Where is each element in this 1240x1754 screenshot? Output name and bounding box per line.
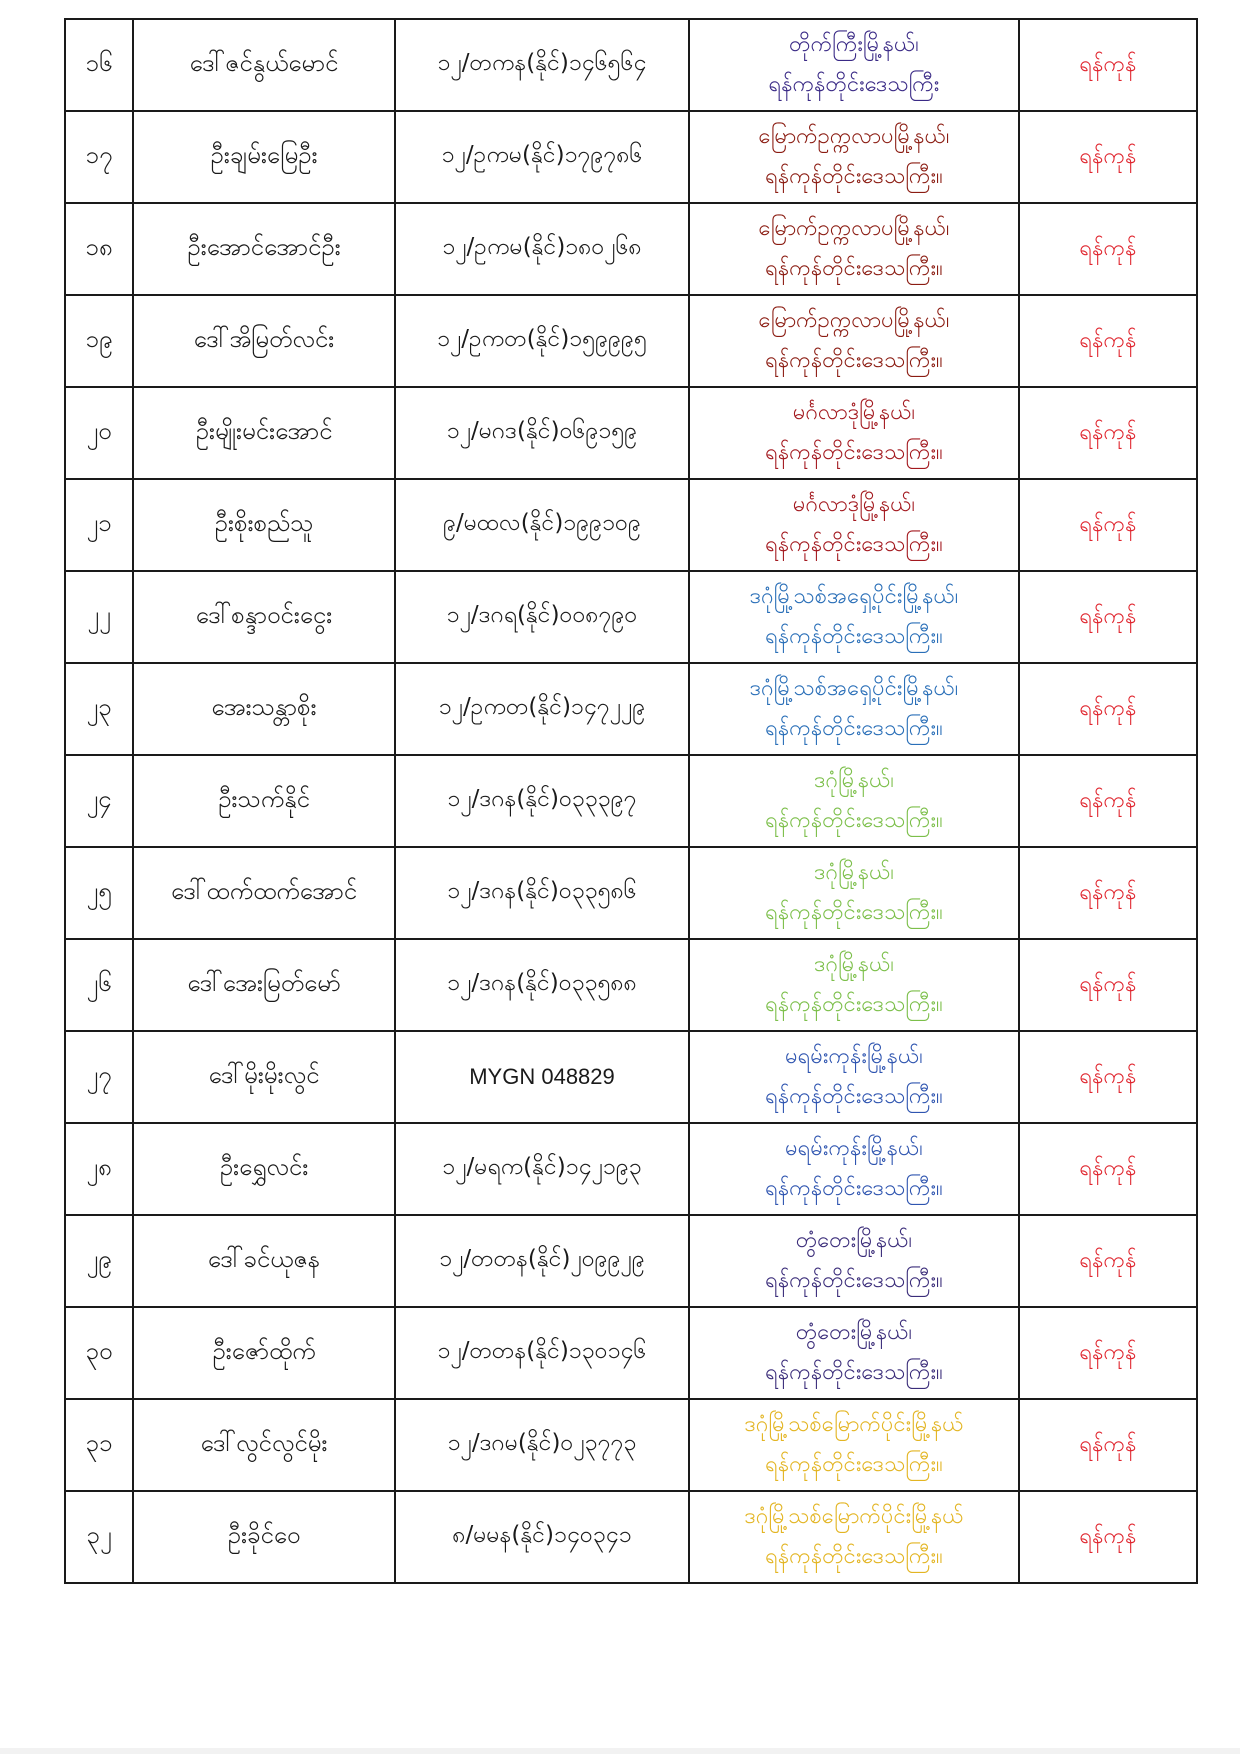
township-line: ဒဂုံမြို့သစ်မြောက်ပိုင်းမြို့နယ် [744, 1504, 964, 1529]
row-number: ၁၇ [65, 111, 133, 203]
person-name: ဦးဇော်ထိုက် [133, 1307, 395, 1399]
id-number: ၁၂/ဥကမ(နိုင်)၁၇၉၇၈၆ [395, 111, 689, 203]
table-row [65, 1399, 1197, 1491]
person-name: အေးသန္တာစိုး [133, 663, 395, 755]
table-row [65, 479, 1197, 571]
township-line: ဒဂုံမြို့နယ်၊ [814, 952, 894, 977]
table-row [65, 571, 1197, 663]
township-line: မြောက်ဥက္ကလာပမြို့နယ်၊ [758, 216, 950, 241]
region-label: ရန်ကုန် [1019, 755, 1197, 847]
table-row [65, 295, 1197, 387]
id-number: ၁၂/မရက(နိုင်)၁၄၂၁၉၃ [395, 1123, 689, 1215]
person-name: ဒေါ်ထက်ထက်အောင် [133, 847, 395, 939]
address-cell [689, 939, 1019, 1031]
row-number: ၃၁ [65, 1399, 133, 1491]
table-row [65, 19, 1197, 111]
row-number: ၁၆ [65, 19, 133, 111]
table-row [65, 663, 1197, 755]
id-number: ၁၂/ဒဂရ(နိုင်)၀၀၈၇၉၀ [395, 571, 689, 663]
township-line: မြောက်ဥက္ကလာပမြို့နယ်၊ [758, 308, 950, 333]
division-line: ရန်ကုန်တိုင်းဒေသကြီး။ [765, 348, 943, 373]
region-label: ရန်ကုန် [1019, 387, 1197, 479]
row-number: ၂၃ [65, 663, 133, 755]
row-number: ၁၈ [65, 203, 133, 295]
township-line: မြောက်ဥက္ကလာပမြို့နယ်၊ [758, 124, 950, 149]
person-name: ဦးခိုင်ဝေ [133, 1491, 395, 1583]
address-cell [689, 111, 1019, 203]
table-row [65, 1215, 1197, 1307]
row-number: ၂၈ [65, 1123, 133, 1215]
scan-edge [0, 1748, 1240, 1754]
table-row [65, 1307, 1197, 1399]
township-line: ဒဂုံမြို့သစ်အရှေ့ပိုင်းမြို့နယ်၊ [749, 676, 959, 701]
region-label: ရန်ကုန် [1019, 663, 1197, 755]
address-cell [689, 1491, 1019, 1583]
region-label: ရန်ကုန် [1019, 203, 1197, 295]
person-name: ဦးအောင်အောင်ဦး [133, 203, 395, 295]
address-cell [689, 19, 1019, 111]
id-number: ၁၂/ဥကမ(နိုင်)၁၈၀၂၆၈ [395, 203, 689, 295]
township-line: ဒဂုံမြို့သစ်မြောက်ပိုင်းမြို့နယ် [744, 1412, 964, 1437]
division-line: ရန်ကုန်တိုင်းဒေသကြီး။ [765, 1176, 943, 1201]
division-line: ရန်ကုန်တိုင်းဒေသကြီး။ [765, 256, 943, 281]
table-row [65, 755, 1197, 847]
person-name: ဦးချမ်းမြေဦး [133, 111, 395, 203]
division-line: ရန်ကုန်တိုင်းဒေသကြီး။ [765, 624, 943, 649]
division-line: ရန်ကုန်တိုင်းဒေသကြီး။ [765, 440, 943, 465]
id-number: ၁၂/တတန(နိုင်)၂၀၉၉၂၉ [395, 1215, 689, 1307]
township-line: တွံတေးမြို့နယ်၊ [795, 1320, 913, 1345]
table-row [65, 387, 1197, 479]
id-number: ၈/မမန(နိုင်)၁၄၀၃၄၁ [395, 1491, 689, 1583]
address-cell [689, 1215, 1019, 1307]
division-line: ရန်ကုန်တိုင်းဒေသကြီး [768, 72, 940, 97]
region-label: ရန်ကုန် [1019, 479, 1197, 571]
roster-table [64, 18, 1198, 1584]
person-name: ဦးသက်နိုင် [133, 755, 395, 847]
township-line: မရမ်းကုန်းမြို့နယ်၊ [785, 1044, 923, 1069]
person-name: ဒေါ်စန္ဒာဝင်းငွေး [133, 571, 395, 663]
township-line: မင်္ဂလာဒုံမြို့နယ်၊ [792, 492, 916, 517]
region-label: ရန်ကုန် [1019, 571, 1197, 663]
id-number: ၉/မထလ(နိုင်)၁၉၉၁၀၉ [395, 479, 689, 571]
person-name: ဒေါ်ဇင်နွယ်မောင် [133, 19, 395, 111]
division-line: ရန်ကုန်တိုင်းဒေသကြီး။ [765, 900, 943, 925]
township-line: ဒဂုံမြို့သစ်အရှေ့ပိုင်းမြို့နယ်၊ [749, 584, 959, 609]
address-cell [689, 755, 1019, 847]
division-line: ရန်ကုန်တိုင်းဒေသကြီး။ [765, 1452, 943, 1477]
row-number: ၂၁ [65, 479, 133, 571]
id-number: MYGN 048829 [395, 1031, 689, 1123]
division-line: ရန်ကုန်တိုင်းဒေသကြီး။ [765, 164, 943, 189]
row-number: ၂၉ [65, 1215, 133, 1307]
division-line: ရန်ကုန်တိုင်းဒေသကြီး။ [765, 1084, 943, 1109]
address-cell [689, 295, 1019, 387]
id-number: ၁၂/ဒဂန(နိုင်)၀၃၃၅၈၈ [395, 939, 689, 1031]
id-number: ၁၂/ဒဂန(နိုင်)၀၃၃၅၈၆ [395, 847, 689, 939]
address-cell [689, 847, 1019, 939]
row-number: ၂၀ [65, 387, 133, 479]
id-number: ၁၂/ဒဂန(နိုင်)၀၃၃၃၉၇ [395, 755, 689, 847]
region-label: ရန်ကုန် [1019, 847, 1197, 939]
division-line: ရန်ကုန်တိုင်းဒေသကြီး။ [765, 1360, 943, 1385]
region-label: ရန်ကုန် [1019, 1307, 1197, 1399]
roster-body [65, 19, 1197, 1583]
address-cell [689, 1307, 1019, 1399]
table-row [65, 111, 1197, 203]
person-name: ဒေါ်အေးမြတ်မော် [133, 939, 395, 1031]
address-cell [689, 571, 1019, 663]
address-cell [689, 479, 1019, 571]
person-name: ဒေါ်အိမြတ်လင်း [133, 295, 395, 387]
id-number: ၁၂/ဥကတ(နိုင်)၁၅၉၉၉၅ [395, 295, 689, 387]
person-name: ဦးစိုးစည်သူ [133, 479, 395, 571]
row-number: ၃၀ [65, 1307, 133, 1399]
id-number: ၁၂/တတန(နိုင်)၁၃၀၁၄၆ [395, 1307, 689, 1399]
division-line: ရန်ကုန်တိုင်းဒေသကြီး။ [765, 808, 943, 833]
region-label: ရန်ကုန် [1019, 1215, 1197, 1307]
township-line: တိုက်ကြီးမြို့နယ်၊ [789, 32, 919, 57]
address-cell [689, 387, 1019, 479]
person-name: ဒေါ်လွင်လွင်မိုး [133, 1399, 395, 1491]
id-number: ၁၂/မဂဒ(နိုင်)၀၆၉၁၅၉ [395, 387, 689, 479]
row-number: ၂၅ [65, 847, 133, 939]
region-label: ရန်ကုန် [1019, 1491, 1197, 1583]
division-line: ရန်ကုန်တိုင်းဒေသကြီး။ [765, 532, 943, 557]
row-number: ၂၄ [65, 755, 133, 847]
division-line: ရန်ကုန်တိုင်းဒေသကြီး။ [765, 716, 943, 741]
row-number: ၂၆ [65, 939, 133, 1031]
person-name: ဒေါ်မိုးမိုးလွင် [133, 1031, 395, 1123]
table-row [65, 203, 1197, 295]
row-number: ၁၉ [65, 295, 133, 387]
person-name: ဦးရွှေလင်း [133, 1123, 395, 1215]
row-number: ၃၂ [65, 1491, 133, 1583]
address-cell [689, 1399, 1019, 1491]
region-label: ရန်ကုန် [1019, 939, 1197, 1031]
id-number: ၁၂/ဒဂမ(နိုင်)၀၂၃၇၇၃ [395, 1399, 689, 1491]
township-line: မရမ်းကုန်းမြို့နယ်၊ [785, 1136, 923, 1161]
id-number: ၁၂/ဥကတ(နိုင်)၁၄၇၂၂၉ [395, 663, 689, 755]
township-line: ဒဂုံမြို့နယ်၊ [814, 768, 894, 793]
address-cell [689, 1031, 1019, 1123]
address-cell [689, 663, 1019, 755]
table-row [65, 1031, 1197, 1123]
address-cell [689, 203, 1019, 295]
division-line: ရန်ကုန်တိုင်းဒေသကြီး။ [765, 992, 943, 1017]
township-line: တွံတေးမြို့နယ်၊ [795, 1228, 913, 1253]
table-row [65, 1123, 1197, 1215]
region-label: ရန်ကုန် [1019, 1031, 1197, 1123]
township-line: မင်္ဂလာဒုံမြို့နယ်၊ [792, 400, 916, 425]
person-name: ဦးမျိုးမင်းအောင် [133, 387, 395, 479]
region-label: ရန်ကုန် [1019, 1123, 1197, 1215]
division-line: ရန်ကုန်တိုင်းဒေသကြီး။ [765, 1268, 943, 1293]
division-line: ရန်ကုန်တိုင်းဒေသကြီး။ [765, 1544, 943, 1569]
region-label: ရန်ကုန် [1019, 19, 1197, 111]
region-label: ရန်ကုန် [1019, 111, 1197, 203]
township-line: ဒဂုံမြို့နယ်၊ [814, 860, 894, 885]
row-number: ၂၂ [65, 571, 133, 663]
person-name: ဒေါ်ခင်ယုဇန [133, 1215, 395, 1307]
region-label: ရန်ကုန် [1019, 1399, 1197, 1491]
table-row [65, 847, 1197, 939]
address-cell [689, 1123, 1019, 1215]
id-number: ၁၂/တကန(နိုင်)၁၄၆၅၆၄ [395, 19, 689, 111]
row-number: ၂၇ [65, 1031, 133, 1123]
region-label: ရန်ကုန် [1019, 295, 1197, 387]
table-row [65, 939, 1197, 1031]
table-row [65, 1491, 1197, 1583]
